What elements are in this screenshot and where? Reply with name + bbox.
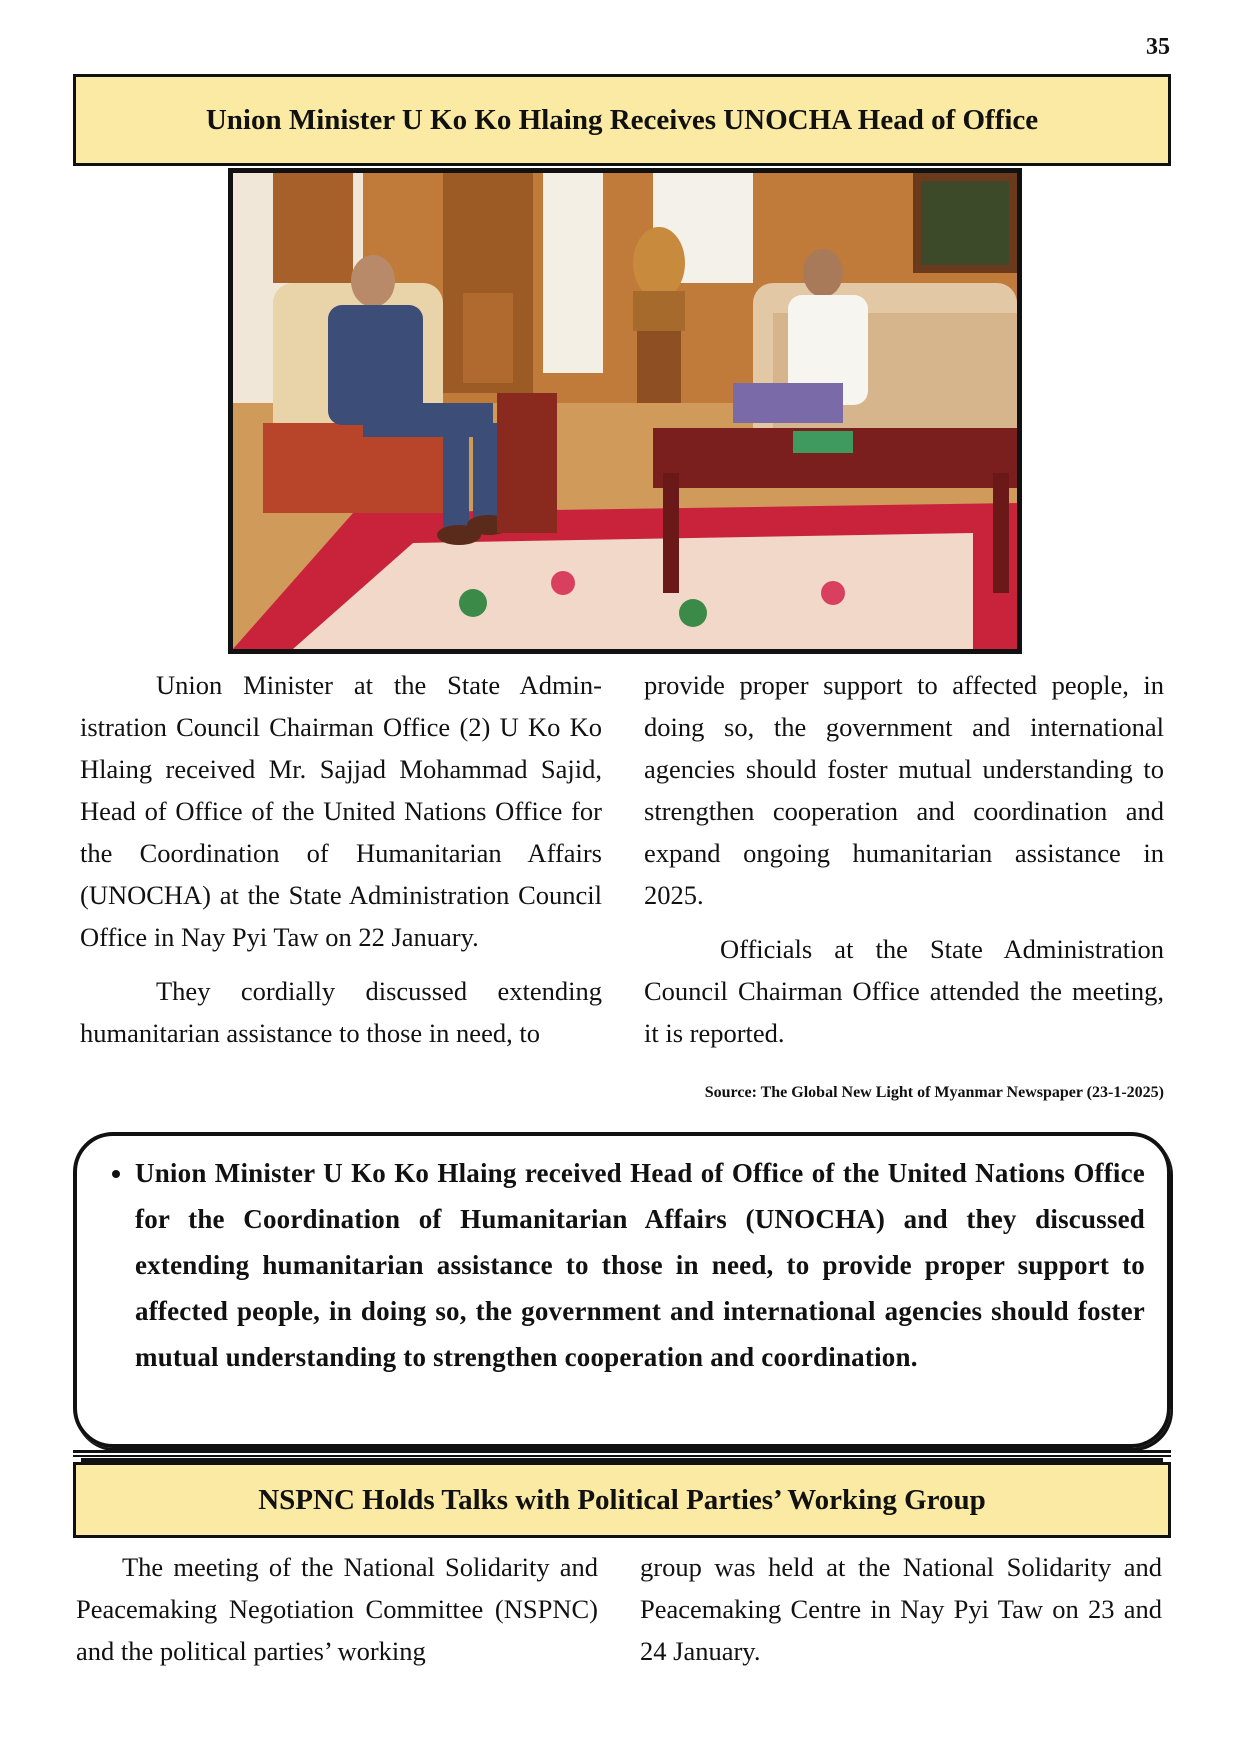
meeting-photo-illustration bbox=[233, 173, 1017, 649]
meeting-photo bbox=[228, 168, 1022, 654]
article-title: Union Minister U Ko Ko Hlaing Receives UNOCHA Head of Office bbox=[73, 74, 1171, 166]
article-body-left bbox=[80, 664, 602, 1066]
body-paragraph: provide proper support to affected people, in doing so, the government and international agencies should foster mutual understanding to strengthen cooperation and coordination and expand ongoing humanitarian assistance in 2025. bbox=[644, 670, 1164, 910]
body-paragraph: Union Minister at the State Administration Council Chairman Office (2) U Ko Ko Hlaing received Mr. Sajjad Mohammad Sajid, Head of Office of the United Nations Office for the Coordination of Humanitarian Affairs (UNOCHA) at the State Administration Council Office in Nay Pyi Taw on 22 January. bbox=[80, 670, 602, 952]
article-title-2: NSPNC Holds Talks with Political Parties’ Working Group bbox=[73, 1462, 1171, 1538]
source-citation: Source: The Global New Light of Myanmar Newspaper (23-1-2025) bbox=[704, 1084, 1164, 1101]
body-paragraph: The meeting of the National Solidarity and Peacemaking Negotiation Committee (NSPNC) and the political parties’ working bbox=[76, 1552, 598, 1666]
section-divider bbox=[73, 1450, 1171, 1457]
body-paragraph: Officials at the State Administration Council Chairman Office attended the meeting, it is reported. bbox=[644, 934, 1164, 1048]
page-number: 35 bbox=[1146, 34, 1170, 60]
article-body-right bbox=[644, 664, 1164, 1066]
summary-list bbox=[77, 1136, 1167, 1380]
body-paragraph: They cordially discussed extending humanitarian assistance to those in need, to bbox=[80, 976, 602, 1048]
summary-box bbox=[73, 1132, 1171, 1448]
summary-bullet: • Union Minister U Ko Ko Hlaing received Head of Office of the United Nations Office for the Coordination of Humanitarian Affairs (UNOCHA) and they discussed extending humanitarian assistance to those in need, to provide proper support to affected people, in doing so, the government and international agencies should foster mutual understanding to strengthen cooperation and coordination. bbox=[135, 1150, 1145, 1380]
body-paragraph: group was held at the National Solidarity and Peacemaking Centre in Nay Pyi Taw on 23 and 24 January. bbox=[640, 1552, 1162, 1666]
article2-body-left bbox=[76, 1546, 598, 1684]
article2-body-right bbox=[640, 1546, 1162, 1684]
